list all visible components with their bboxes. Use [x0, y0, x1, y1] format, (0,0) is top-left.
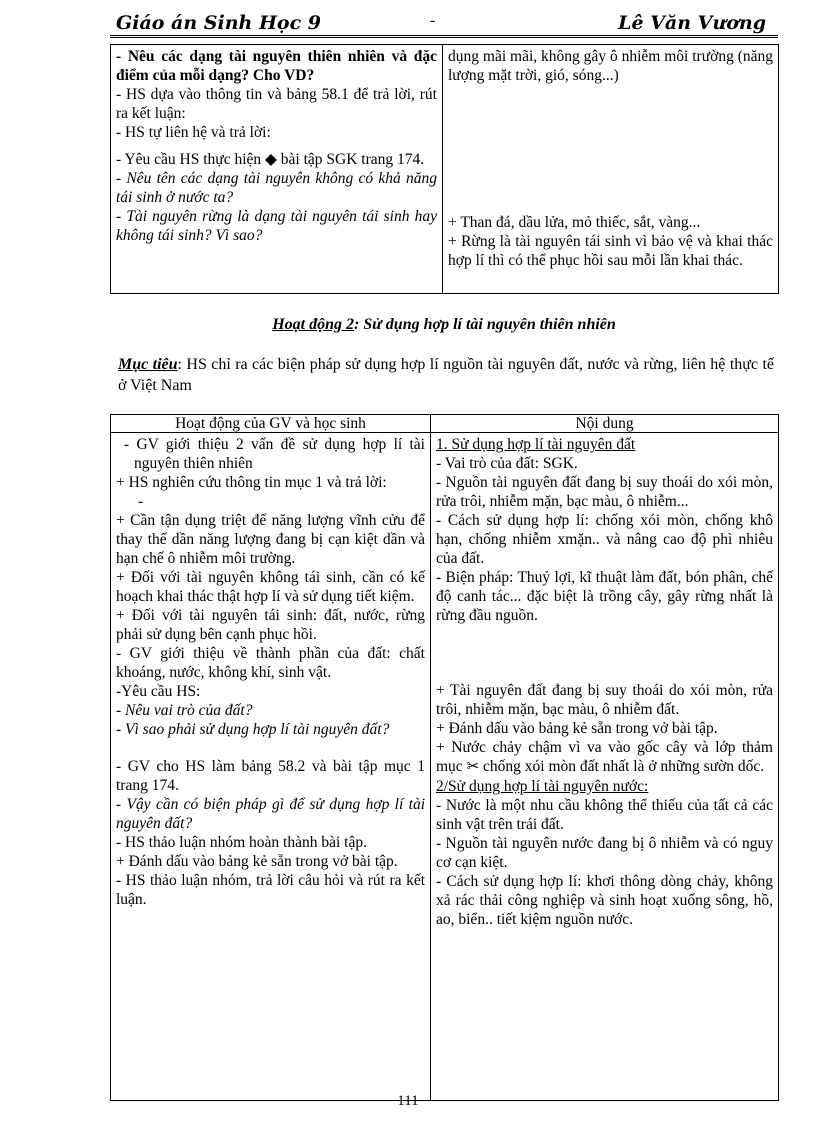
t2-right-line: + Đánh dấu vào bảng kẻ sẵn trong vở bài tập. [436, 720, 718, 737]
t1-left-line: - HS tự liên hệ và trả lời: [116, 124, 271, 141]
t1-right-line: dụng mãi mãi, không gây ô nhiễm môi trường (năng lượng mặt trời, gió, sóng...) [448, 48, 773, 84]
scissors-icon: ✂ [466, 759, 480, 775]
t2-left-line: + HS nghiên cứu thông tin mục 1 và trả lời: [116, 474, 387, 491]
table1-left-cell [111, 45, 443, 294]
t1-left-line: - Nêu tên các dạng tài nguyên không có khả năng tái sinh ở nước ta? [116, 170, 437, 206]
t2-left-line: + Đánh dấu vào bảng kẻ sẵn trong vở bài tập. [116, 853, 398, 870]
t2-left-line: - GV cho HS làm bảng 58.2 và bài tập mục 1 trang 174. [116, 758, 425, 794]
t2-right-line: + Tài nguyên đất đang bị suy thoái do xói mòn, rửa trôi, nhiễm mặn, bạc màu, ô nhiễm đất. [436, 682, 773, 718]
t2-left-line: -Yêu cầu HS: [116, 683, 201, 700]
t2-right-line: + Nước chảy chậm vì va vào gốc cây và lớp thảm mục [436, 739, 773, 775]
t2-left-line: - HS thảo luận nhóm, trả lời câu hỏi và rút ra kết luận. [116, 872, 425, 908]
t2-right-line: - Nước là một nhu cầu không thể thiếu của tất cả các sinh vật trên trái đất. [436, 797, 773, 833]
t1-left-line: - HS dựa vào thông tin và bảng 58.1 để trả lời, rút ra kết luận: [116, 86, 437, 122]
col-header-right: Nội dung [431, 415, 779, 433]
t2-left-line: + Đối với tài nguyên không tái sinh, cần có kế hoạch khai thác thật hợp lí và sử dụng tiết kiệm. [116, 569, 425, 605]
t2-right-line: 2/Sử dụng hợp lí tài nguyên nước: [436, 778, 649, 795]
header-rule [110, 35, 778, 38]
t2-right-line: - Nguồn tài nguyên đất đang bị suy thoái do xói mòn, rửa trôi, nhiễm mặn, bạc màu, ô nhiễm... [436, 474, 773, 510]
activity-table [110, 414, 779, 1101]
goal-text: : HS chỉ ra các biện pháp sử dụng hợp lí nguồn tài nguyên đất, nước và rừng, liên hệ thực tế ở Việt Nam [118, 356, 774, 394]
activity-title: : Sử dụng hợp lí tài nguyên thiên nhiên [353, 316, 616, 333]
t2-left-line: - Vậy cần có biện pháp gì để sử dụng hợp lí tài nguyên đất? [116, 796, 425, 832]
t2-right-line: chống xói mòn đất nhất là ở những sườn dốc. [483, 758, 765, 775]
t2-left-line: - GV giới thiệu 2 vấn đề sử dụng hợp lí tài nguyên thiên nhiên [124, 436, 425, 472]
activity-label: Hoạt động 2 [272, 316, 354, 333]
t2-left-line: - HS thảo luận nhóm hoàn thành bài tập. [116, 834, 367, 851]
continued-table [110, 44, 779, 294]
t2-left-line: - Vì sao phải sử dụng hợp lí tài nguyên đất? [116, 721, 390, 738]
t1-right-line: + Than đá, dầu lửa, mỏ thiếc, sắt, vàng... [448, 214, 701, 231]
table2-right-cell [431, 433, 779, 1101]
t1-right-line: + Rừng là tài nguyên tái sinh vì bảo vệ và khai thác hợp lí thì có thể phục hồi sau mỗi lần khai thác. [448, 233, 773, 269]
t2-right-line: - Vai trò của đất: SGK. [436, 455, 578, 472]
col-header-left: Hoạt động của GV và học sinh [111, 415, 431, 433]
table1-right-cell [443, 45, 779, 294]
header-middle: - [430, 12, 436, 29]
t1-left-line: - Tài nguyên rừng là dạng tài nguyên tái sinh hay không tái sinh? Vì sao? [116, 208, 437, 244]
t2-right-line: - Biện pháp: Thuỷ lợi, kĩ thuật làm đất, bón phân, chế độ canh tác... đặc biệt là trồng cây, gây rừng nhất là rừng đầu nguồn. [436, 569, 773, 624]
t2-left-line: + Đối với tài nguyên tái sinh: đất, nước, rừng phải sử dụng bên cạnh phục hồi. [116, 607, 425, 643]
t2-left-line: - Nêu vai trò của đất? [116, 702, 253, 719]
t2-right-line: - Cách sử dụng hợp lí: chống xói mòn, chống khô hạn, chống nhiễm xmặn.. và nâng cao độ phì nhiêu của đất. [436, 512, 773, 567]
page-header [110, 10, 778, 38]
header-right: Lê Văn Vương [618, 12, 766, 34]
t2-left-line: - GV giới thiệu về thành phần của đất: chất khoáng, nước, không khí, sinh vật. [116, 645, 425, 681]
t2-left-line: - [138, 493, 144, 510]
t2-right-line: - Cách sử dụng hợp lí: khơi thông dòng chảy, không xả rác thải công nghiệp và sinh hoạt xuống sông, hồ, ao, biển.. tiết kiệm nguồn nước. [436, 873, 773, 928]
goal-paragraph [118, 354, 774, 396]
table2-left-cell [111, 433, 431, 1101]
t2-right-line: - Nguồn tài nguyên nước đang bị ô nhiễm và có nguy cơ cạn kiệt. [436, 835, 773, 871]
goal-label: Mục tiêu [118, 356, 178, 373]
t1-left-line: - Nêu các dạng tài nguyên thiên nhiên và đặc điểm của mỗi dạng? Cho VD? [116, 48, 437, 84]
header-left: Giáo án Sinh Học 9 [116, 12, 321, 34]
t2-right-line: 1. Sử dụng hợp lí tài nguyên đất [436, 436, 636, 453]
t1-left-line: - Yêu cầu HS thực hiện ◆ bài tập SGK trang 174. [116, 151, 425, 168]
activity-heading [110, 316, 778, 334]
page-number: 111 [397, 1093, 419, 1109]
t2-left-line: + Cần tận dụng triệt để năng lượng vĩnh cửu để thay thế dần năng lượng đang bị cạn kiệt dần và hạn chế ô nhiễm môi trường. [116, 512, 425, 567]
